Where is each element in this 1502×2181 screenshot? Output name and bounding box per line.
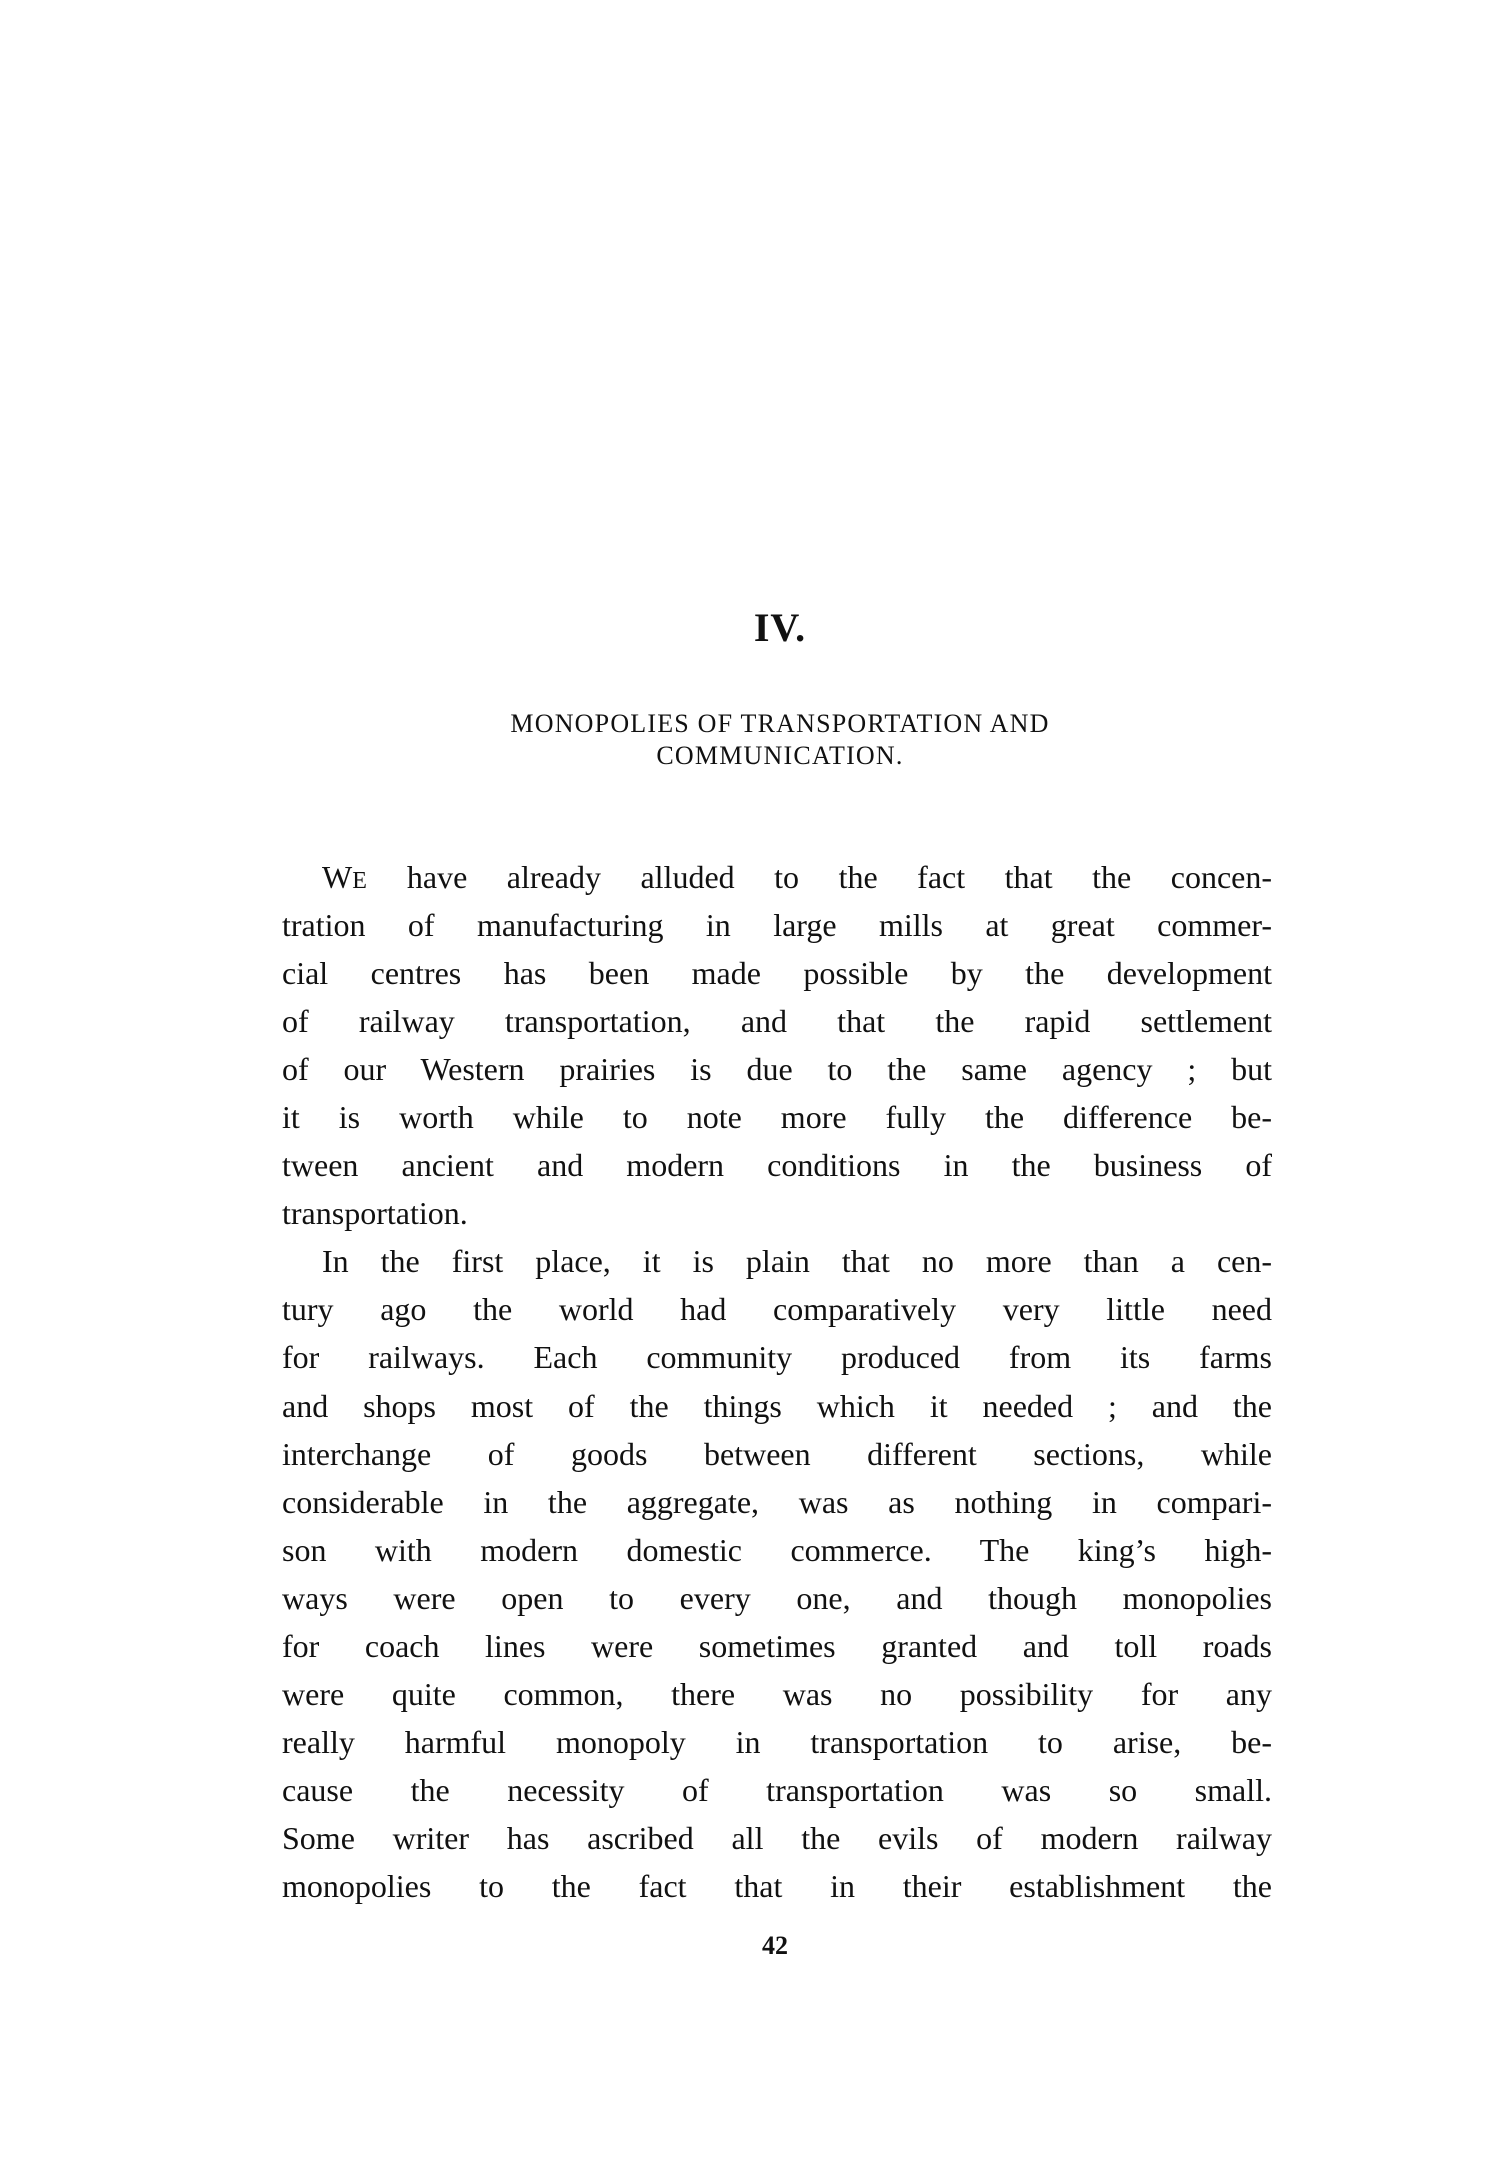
initial-letter: W — [322, 859, 353, 895]
text-line: cial centres has been made possible by the development — [282, 955, 1272, 992]
chapter-title-line: MONOPOLIES OF TRANSPORTATION AND — [510, 709, 1050, 738]
text-line: transportation. — [282, 1195, 468, 1232]
text-line: considerable in the aggregate, was as nothing in compari- — [282, 1483, 1272, 1520]
text-line: and shops most of the things which it needed ; and the — [282, 1387, 1272, 1424]
text-line — [282, 853, 1272, 901]
text-line: for coach lines were sometimes granted and toll roads — [282, 1627, 1272, 1664]
text-line: In the first place, it is plain that no more than a cen- — [322, 1243, 1272, 1280]
chapter-title — [370, 708, 1190, 772]
text-line: tration of manufacturing in large mills at great commer- — [282, 907, 1272, 944]
text-line: Some writer has ascribed all the evils of modern railway — [282, 1819, 1272, 1856]
paragraph — [282, 853, 1272, 1237]
chapter-number: IV. — [753, 605, 807, 650]
text-line: tury ago the world had comparatively very little need — [282, 1291, 1272, 1328]
chapter-title-line: COMMUNICATION. — [656, 741, 904, 770]
text-line: of railway transportation, and that the rapid settlement — [282, 1003, 1272, 1040]
text-line-rest: have already alluded to the fact that the concen- — [367, 859, 1272, 895]
text-line: really harmful monopoly in transportation to arise, be- — [282, 1723, 1272, 1760]
text-line: it is worth while to note more fully the difference be- — [282, 1099, 1272, 1136]
text-line: interchange of goods between different sections, while — [282, 1435, 1272, 1472]
paragraph — [282, 1237, 1272, 1910]
text-line: were quite common, there was no possibility for any — [282, 1675, 1272, 1712]
text-line: cause the necessity of transportation was so small. — [282, 1771, 1272, 1808]
text-line: monopolies to the fact that in their establishment the — [282, 1867, 1272, 1904]
page-number: 42 — [762, 1931, 788, 1960]
text-line: for railways. Each community produced from its farms — [282, 1339, 1272, 1376]
small-cap-letter: E — [352, 868, 368, 894]
body-text — [282, 853, 1272, 1910]
text-line: ways were open to every one, and though monopolies — [282, 1579, 1272, 1616]
text-line: of our Western prairies is due to the same agency ; but — [282, 1051, 1272, 1088]
text-line: son with modern domestic commerce. The king’s high- — [282, 1531, 1272, 1568]
text-line: tween ancient and modern conditions in the business of — [282, 1147, 1272, 1184]
